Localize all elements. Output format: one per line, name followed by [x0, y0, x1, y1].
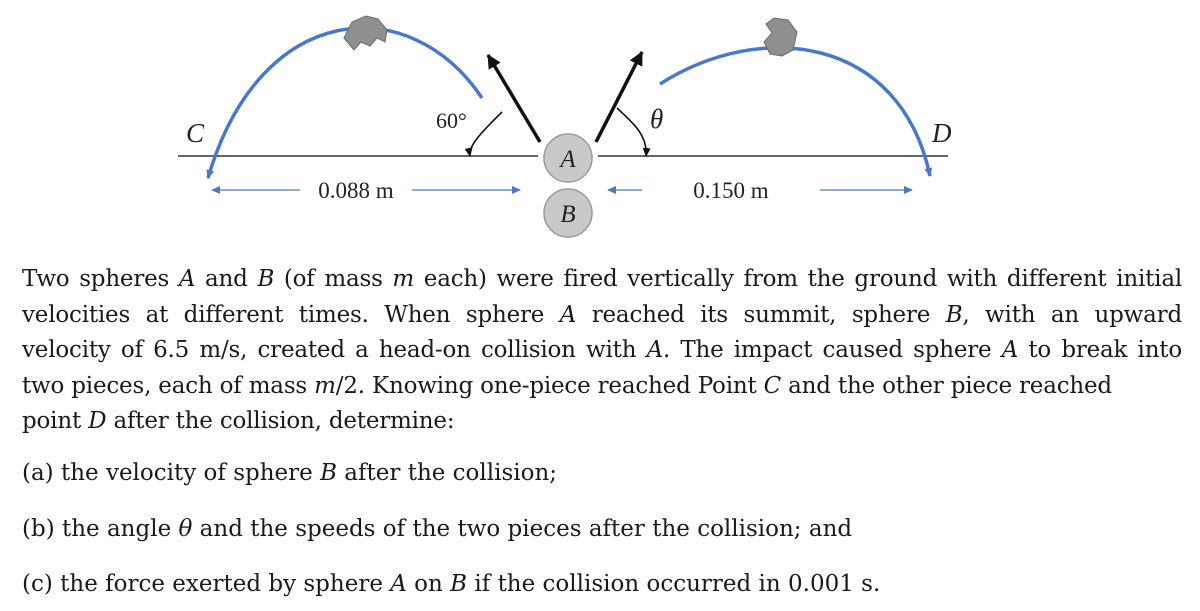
intro-line-1: Two spheres A and B (of mass m each) were fired vertically from the ground with different initial — [22, 266, 1183, 292]
intro-line-3: velocity of 6.5 m/s, created a head-on collision with A. The impact caused sphere A to break into — [22, 337, 1182, 363]
trajectory-right — [660, 48, 930, 176]
collision-diagram — [0, 0, 1200, 240]
distance-label-right: 0.150 m — [693, 178, 769, 203]
problem-statement — [22, 262, 1183, 597]
label-c: C — [186, 118, 205, 148]
question-part-c: (c) the force exerted by sphere A on B if the collision occurred in 0.001 s. — [22, 571, 881, 597]
distance-label-left: 0.088 m — [318, 178, 394, 203]
question-part-a: (a) the velocity of sphere B after the collision; — [22, 460, 558, 486]
label-d: D — [932, 118, 952, 148]
fragment-right-icon — [764, 18, 797, 56]
intro-line-2: velocities at different times. When sphere A reached its summit, sphere B, with an upward — [22, 301, 1182, 328]
label-b: B — [560, 201, 576, 228]
intro-line-5: point D after the collision, determine: — [22, 408, 455, 434]
intro-line-4: two pieces, each of mass m/2. Knowing one-piece reached Point C and the other piece reached — [22, 372, 1112, 399]
label-a: A — [560, 146, 576, 173]
fragment-left-icon — [344, 16, 387, 50]
velocity-arrow-right — [596, 52, 642, 142]
angle-label-theta: θ — [650, 104, 664, 134]
velocity-arrow-left — [488, 55, 540, 142]
angle-arc-right — [617, 108, 646, 156]
angle-label-60: 60° — [436, 108, 467, 133]
angle-arc-left — [470, 112, 502, 156]
problem-intro — [22, 262, 1182, 440]
question-part-b: (b) the angle θ and the speeds of the two pieces after the collision; and — [22, 516, 853, 542]
